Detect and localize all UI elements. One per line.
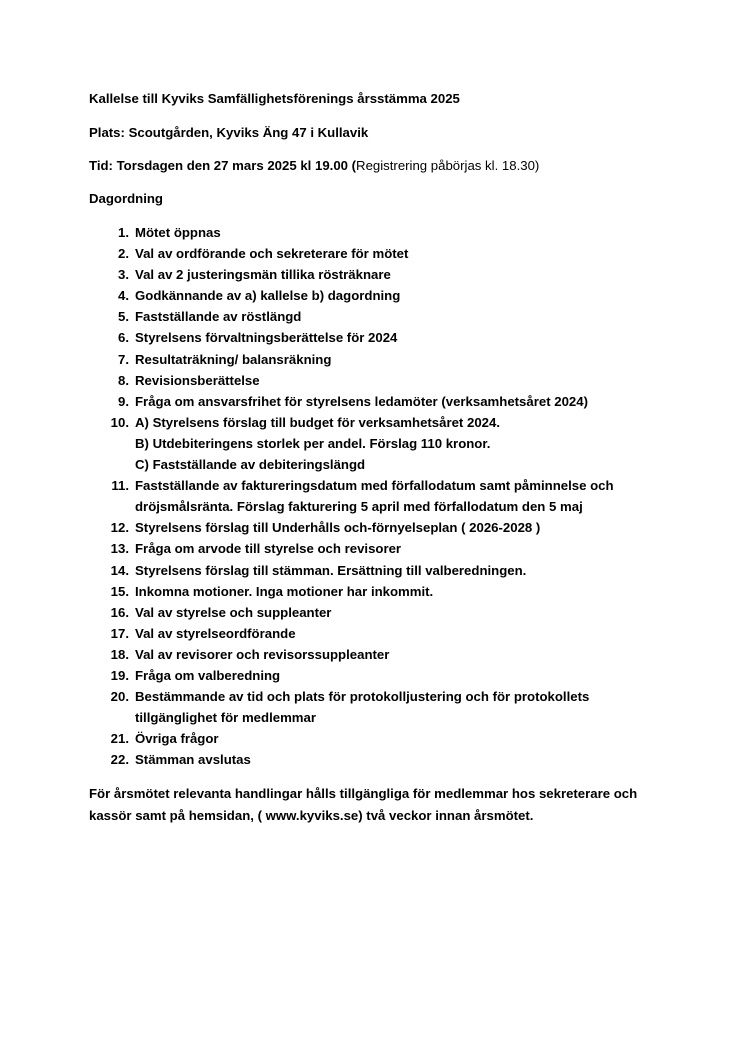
agenda-item-text: Inkomna motioner. Inga motioner har inkommit. [135, 583, 434, 599]
agenda-item [89, 623, 669, 644]
footer-line: För årsmötet relevanta handlingar hålls tillgängliga för medlemmar hos sekreterare och [89, 786, 638, 801]
agenda-item [89, 644, 669, 665]
agenda-item-text: Styrelsens förvaltningsberättelse för 2024 [135, 330, 398, 346]
agenda-item [89, 264, 669, 285]
agenda-item-text: Revisionsberättelse [135, 372, 260, 388]
agenda-item-number: 2. [118, 246, 129, 262]
agenda-item-text: Övriga frågor [135, 731, 219, 747]
agenda-item [89, 349, 669, 370]
agenda-item-text: Val av 2 justeringsmän tillika rösträknare [135, 267, 391, 283]
agenda-item [89, 306, 669, 327]
agenda-item-number: 21. [110, 731, 129, 747]
agenda-item [89, 728, 669, 749]
agenda-item-text: Mötet öppnas [135, 225, 221, 240]
agenda-list [89, 222, 669, 770]
meeting-time [89, 157, 539, 175]
agenda-item [89, 243, 669, 264]
agenda-item [89, 602, 669, 623]
agenda-item-text: Fastställande av faktureringsdatum med förfallodatum samt påminnelse och [135, 478, 614, 494]
agenda-item-text: tillgänglighet för medlemmar [135, 710, 316, 726]
agenda-item-text: Fråga om arvode till styrelse och revisorer [135, 541, 402, 557]
agenda-item [89, 412, 669, 475]
agenda-item-text: Val av ordförande och sekreterare för mötet [135, 246, 409, 262]
agenda-item-number: 17. [110, 625, 129, 641]
agenda-item [89, 517, 669, 538]
agenda-item-number: 12. [110, 520, 129, 536]
agenda-item-number: 3. [118, 267, 129, 283]
agenda-item-number: 22. [110, 752, 129, 768]
agenda-item-text: Fråga om ansvarsfrihet för styrelsens ledamöter (verksamhetsåret 2024) [135, 393, 588, 409]
agenda-item [89, 581, 669, 602]
agenda-item-number: 15. [110, 583, 129, 599]
agenda-item-number: 10. [110, 414, 129, 430]
registration-note: Registrering påbörjas kl. 18.30) [356, 158, 540, 173]
agenda-item-text: A) Styrelsens förslag till budget för verksamhetsåret 2024. [135, 414, 500, 430]
agenda-item-number: 16. [110, 604, 129, 620]
agenda-item-text: C) Fastställande av debiteringslängd [135, 457, 366, 473]
agenda-item [89, 665, 669, 686]
agenda-item-text: Val av styrelseordförande [135, 625, 296, 641]
agenda-item-text: Resultaträkning/ balansräkning [135, 351, 332, 367]
agenda-item [89, 560, 669, 581]
agenda-item-text: Fastställande av röstlängd [135, 309, 302, 325]
agenda-item-text: Bestämmande av tid och plats för protokolljustering och för protokollets [135, 689, 590, 705]
agenda-item-number: 14. [110, 562, 129, 578]
agenda-item-text: Styrelsens förslag till Underhålls och-förnyelseplan ( 2026-2028 ) [135, 520, 541, 536]
agenda-item-text: Stämman avslutas [135, 752, 251, 768]
agenda-item-text: Val av styrelse och suppleanter [135, 604, 332, 620]
agenda-item-text: Styrelsens förslag till stämman. Ersättning till valberedningen. [135, 562, 527, 578]
document-title: Kallelse till Kyviks Samfällighetsförenings årsstämma 2025 [89, 91, 460, 106]
agenda-item-number: 8. [118, 372, 129, 388]
footer-note [89, 783, 669, 826]
footer-line: kassör samt på hemsidan, ( www.kyviks.se) två veckor innan årsmötet. [89, 807, 534, 823]
meeting-time-main: Tid: Torsdagen den 27 mars 2025 kl 19.00 ( [89, 158, 357, 173]
agenda-item-number: 13. [110, 541, 129, 557]
agenda-item [89, 475, 669, 517]
agenda-item-number: 20. [110, 689, 129, 705]
agenda-item-text: Godkännande av a) kallelse b) dagordning [135, 288, 401, 304]
agenda-item [89, 749, 669, 770]
agenda-item [89, 686, 669, 728]
agenda-item [89, 538, 669, 559]
agenda-item-text: Fråga om valberedning [135, 667, 281, 683]
agenda-item-number: 11. [111, 478, 129, 494]
agenda-item-number: 6. [118, 330, 129, 346]
agenda-item [89, 222, 669, 243]
agenda-item-number: 7. [118, 351, 129, 367]
agenda-item [89, 285, 669, 306]
meeting-place: Plats: Scoutgården, Kyviks Äng 47 i Kullavik [89, 125, 369, 140]
agenda-item [89, 391, 669, 412]
agenda-heading: Dagordning [89, 191, 163, 206]
agenda-item-text: Val av revisorer och revisorssuppleanter [135, 646, 390, 662]
agenda-item [89, 370, 669, 391]
agenda-item-number: 18. [110, 646, 129, 662]
agenda-item-number: 19. [110, 667, 129, 683]
agenda-item-number: 5. [118, 309, 129, 325]
agenda-item-text: dröjsmålsränta. Förslag fakturering 5 april med förfallodatum den 5 maj [135, 499, 583, 515]
agenda-item-number: 4. [118, 288, 129, 304]
agenda-item-number: 9. [118, 393, 129, 409]
agenda-item-text: B) Utdebiteringens storlek per andel. Förslag 110 kronor. [135, 435, 491, 451]
agenda-item [89, 327, 669, 348]
agenda-item-number: 1. [118, 225, 129, 240]
